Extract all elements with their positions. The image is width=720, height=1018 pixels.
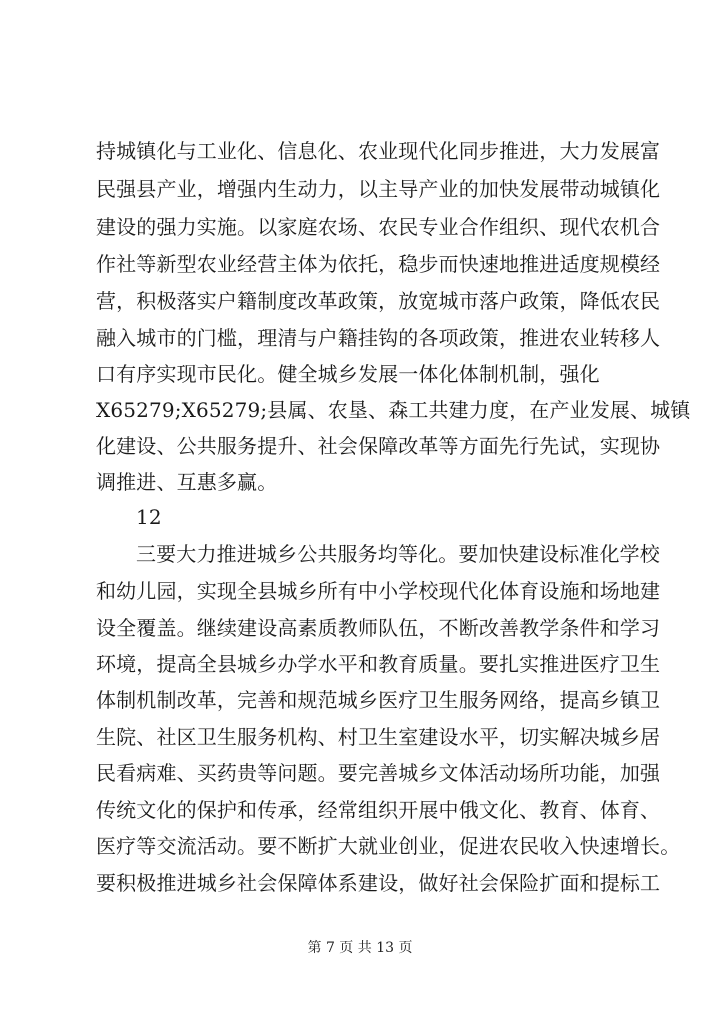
text-line-17: 生院、社区卫生服务机构、村卫生室建设水平，切实解决城乡居 xyxy=(96,725,661,749)
text-line-7: 口有序实现市民化。健全城乡发展一体化体制机制，强化 xyxy=(96,362,600,386)
text-line-13: 和幼儿园，实现全县城乡所有中小学校现代化体育设施和场地建 xyxy=(96,579,661,603)
text-line-18: 民看病难、买药贵等问题。要完善城乡文体活动场所功能，加强 xyxy=(96,761,661,785)
text-line-14: 设全覆盖。继续建设高素质教师队伍，不断改善教学条件和学习 xyxy=(96,616,661,640)
text-line-3: 建设的强力实施。以家庭农场、农民专业合作组织、现代农机合 xyxy=(96,215,661,239)
text-line-19: 传统文化的保护和传承，经常组织开展中俄文化、教育、体育、 xyxy=(96,798,661,822)
page-number-marker: 12 xyxy=(136,505,162,529)
text-line-10: 调推进、互惠多赢。 xyxy=(96,470,278,494)
text-line-1: 持城镇化与工业化、信息化、农业现代化同步推进，大力发展富 xyxy=(96,139,661,163)
text-line-16: 体制机制改革，完善和规范城乡医疗卫生服务网络，提高乡镇卫 xyxy=(96,688,661,712)
page-footer: 第 7 页 共 13 页 xyxy=(307,940,413,956)
text-line-20: 医疗等交流活动。要不断扩大就业创业，促进农民收入快速增长。 xyxy=(96,834,681,858)
text-line-21: 要积极推进城乡社会保障体系建设，做好社会保险扩面和提标工 xyxy=(96,871,661,895)
text-line-8: X65279;X65279;县属、农垦、森工共建力度，在产业发展、城镇 xyxy=(96,398,691,422)
text-line-6: 融入城市的门槛，理清与户籍挂钩的各项政策，推进农业转移人 xyxy=(96,326,661,350)
text-line-15: 环境，提高全县城乡办学水平和教育质量。要扎实推进医疗卫生 xyxy=(96,652,661,676)
text-line-2: 民强县产业，增强内生动力，以主导产业的加快发展带动城镇化 xyxy=(96,177,661,201)
paragraph-start-line: 三要大力推进城乡公共服务均等化。要加快建设标准化学校 xyxy=(136,542,660,566)
text-line-4: 作社等新型农业经营主体为依托，稳步而快速地推进适度规模经 xyxy=(96,252,661,276)
text-line-9: 化建设、公共服务提升、社会保障改革等方面先行先试，实现协 xyxy=(96,434,661,458)
text-line-5: 营，积极落实户籍制度改革政策，放宽城市落户政策，降低农民 xyxy=(96,289,661,313)
